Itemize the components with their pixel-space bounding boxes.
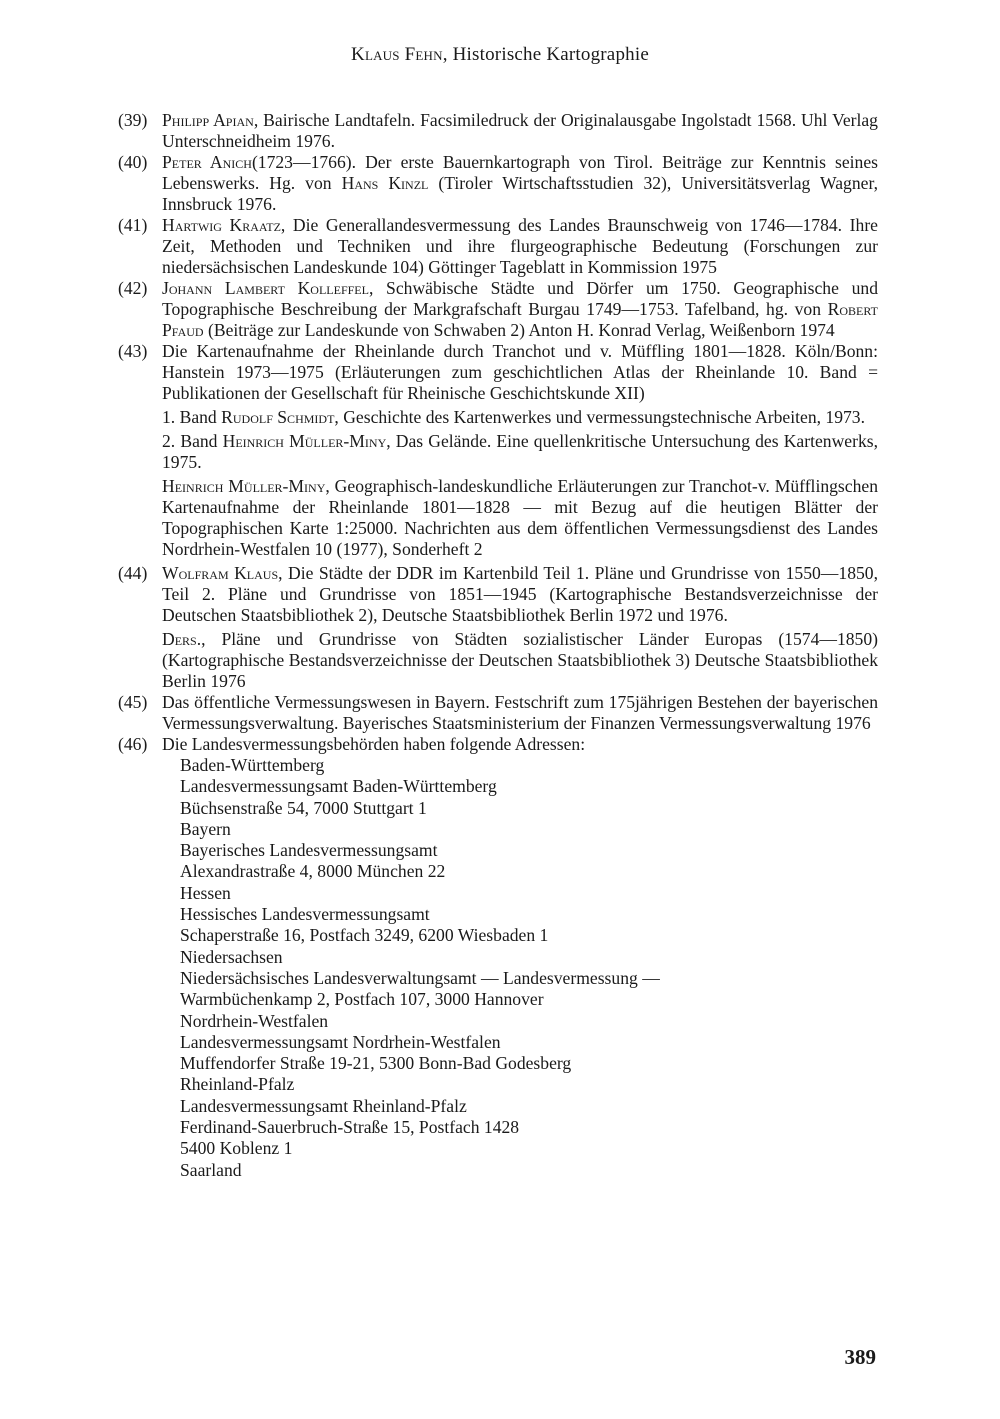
address-line: Saarland [180,1159,242,1180]
reference-text: , Bairische Landtafeln. Facsimiledruck der Originalausgabe Ingolstadt 1568. Uhl Verlag Unterschneidheim 1976. [162,110,878,151]
address-line: Baden-Württemberg [180,755,325,775]
reference-39 [118,110,878,152]
address-line: Landesvermessungsamt Nordrhein-Westfalen [180,1031,501,1052]
reference-text: Die Kartenaufnahme der Rheinlande durch Tranchot und v. Müffling 1801—1828. Köln/Bonn: Hanstein 1973—1975 (Erläuterungen zum geschichtlichen Atlas der Rheinlande 10. Band = Publikationen der Gesellschaft für Rheinische Geschichtskunde XII) [162,341,878,403]
volume-label: 2. Band [162,431,223,451]
author-name: Ders. [162,629,202,649]
address-line: 5400 Koblenz 1 [180,1138,293,1159]
reference-text: , Die Städte der DDR im Kartenbild Teil 1. Pläne und Grundrisse von 1550—1850, Teil 2. Pläne und Grundrisse von 1851—1945 (Kartographische Bestandsverzeichnisse der Deutschen Staatsbibliothek 2), Deutsche Staatsbibliothek Berlin 1972 und 1976. [162,563,878,625]
reference-45 [118,692,878,734]
reference-text: , Das Gelände. Eine quellenkritische Untersuchung des Kartenwerks, 1975. [162,431,878,472]
reference-43 [118,341,878,560]
reference-text: Das öffentliche Vermessungswesen in Bayern. Festschrift zum 175jährigen Bestehen der bayerischen Vermessungsverwaltung. Bayerisches Staatsministerium der Finanzen Vermessungsverwaltung 1976 [162,692,878,733]
address-line: Bayerisches Landesvermessungsamt [180,840,438,861]
reference-41 [118,215,878,278]
editor-name: Robert Pfaud [162,299,878,340]
address-line: Bayern [180,818,231,839]
reference-text: , Geographisch-landeskundliche Erläuterungen zur Tranchot-v. Müfflingschen Kartenaufnahme der Rheinlande 1801—1828 — mit Bezug auf die heutigen Blätter der Topographischen Karte 1:25000. Nachrichten aus dem öffentlichen Vermessungsdienst des Landes Nordrhein-Westfalen 10 (1977), Sonderheft 2 [162,476,878,559]
reference-42 [118,278,878,341]
reference-number: (46) [118,734,148,754]
address-line: Landesvermessungsamt Rheinland-Pfalz [180,1095,467,1116]
address-list [162,755,878,1181]
reference-46 [118,734,878,1181]
address-line: Hessisches Landesvermessungsamt [180,904,430,925]
reference-list [118,110,878,1181]
reference-number: (40) [118,152,148,172]
reference-text: , Pläne und Grundrisse von Städten sozialistischer Länder Europas (1574—1850) (Kartographische Bestandsverzeichnisse der Deutschen Staatsbibliothek 3) Deutsche Staatsbibliothek Berlin 1976 [162,629,878,691]
reference-text: Die Landesvermessungsbehörden haben folgende Adressen: [162,734,586,754]
address-line: Ferdinand-Sauerbruch-Straße 15, Postfach 1428 [180,1117,520,1138]
address-line: Rheinland-Pfalz [180,1074,295,1095]
author-name: Heinrich Müller-Miny [222,431,387,451]
volume-label: 1. Band [162,407,222,427]
reference-number: (43) [118,341,148,361]
reference-number: (44) [118,563,148,583]
reference-text: (Tiroler Wirtschaftsstudien 32), Universitätsverlag Wagner, Innsbruck 1976. [162,173,878,214]
address-line: Schaperstraße 16, Postfach 3249, 6200 Wiesbaden 1 [180,925,549,946]
reference-number: (45) [118,692,148,712]
address-line: Muffendorfer Straße 19-21, 5300 Bonn-Bad Godesberg [180,1053,572,1074]
address-line: Niedersächsisches Landesverwaltungsamt — Landesvermessung — [180,967,660,988]
running-header [0,44,1000,66]
reference-number: (39) [118,110,148,130]
author-name: Peter Anich [162,152,252,172]
header-title: , Historische Kartographie [442,44,649,65]
author-name: Heinrich Müller-Miny [162,476,326,496]
reference-text: (1723—1766). Der erste Bauernkartograph von Tirol. Beiträge zur Kenntnis seines Lebenswerks. Hg. von [162,152,878,193]
author-name: Hartwig Kraatz [162,215,281,235]
reference-text: , Die Generallandesvermessung des Landes Braunschweig von 1746—1784. Ihre Zeit, Methoden und Techniken und ihre flurgeographische Bedeutung (Forschungen zur niedersächsischen Landeskunde 104) Göttinger Tageblatt in Kommission 1975 [162,215,878,277]
page-number: 389 [844,1345,876,1369]
address-line: Nordrhein-Westfalen [180,1010,329,1031]
author-name: Johann Lambert Kolleffel [162,278,369,298]
address-line: Hessen [180,882,231,903]
reference-text: , Geschichte des Kartenwerkes und vermessungstechnische Arbeiten, 1973. [334,407,865,427]
reference-text: (Beiträge zur Landeskunde von Schwaben 2) Anton H. Konrad Verlag, Weißenborn 1974 [203,320,835,340]
address-line: Alexandrastraße 4, 8000 München 22 [180,861,446,882]
address-line: Warmbüchenkamp 2, Postfach 107, 3000 Hannover [180,989,544,1010]
header-author: Klaus Fehn [351,44,443,65]
author-name: Wolfram Klaus [162,563,279,583]
address-line: Niedersachsen [180,946,283,967]
reference-text: , Schwäbische Städte und Dörfer um 1750. Geographische und Topographische Beschreibung der Markgrafschaft Burgau 1749—1753. Tafelband, hg. von [162,278,879,319]
author-name: Rudolf Schmidt [221,407,335,427]
editor-name: Hans Kinzl [341,173,429,193]
address-line: Büchsenstraße 54, 7000 Stuttgart 1 [180,797,427,818]
reference-44 [118,563,878,692]
address-line: Landesvermessungsamt Baden-Württemberg [180,776,497,797]
reference-number: (42) [118,278,148,298]
author-name: Philipp Apian [162,110,254,130]
reference-number: (41) [118,215,148,235]
reference-40 [118,152,878,215]
